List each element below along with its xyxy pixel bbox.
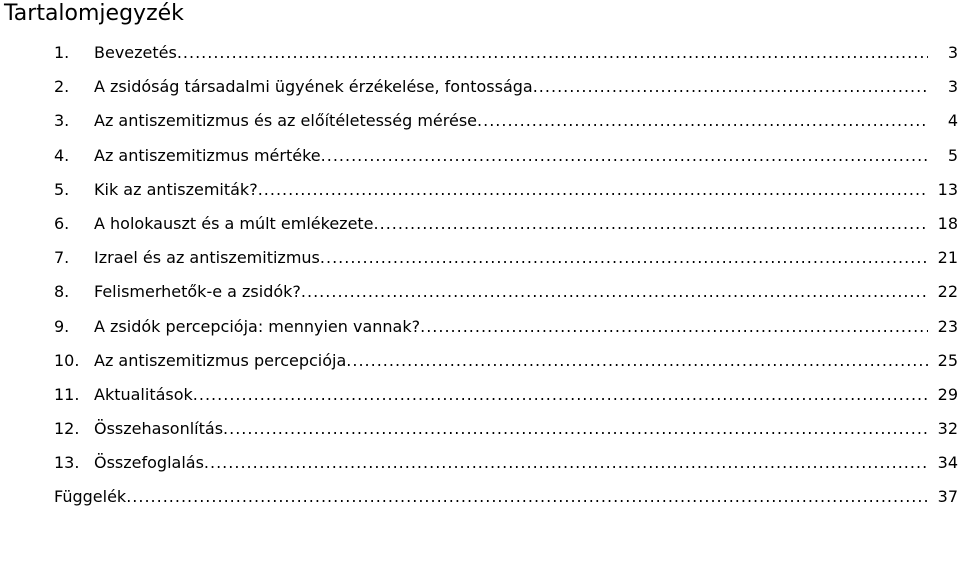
toc-entry-page: 3 (947, 77, 958, 97)
toc-entry-number: 2. (54, 77, 70, 97)
toc-entry-page: 4 (947, 111, 958, 131)
toc-entry-page: 22 (937, 282, 958, 302)
toc-entry-number: 10. (54, 350, 80, 370)
dot-leader (301, 275, 928, 309)
toc-entry-label: Bevezetés (94, 43, 177, 62)
toc-entry-label: Az antiszemitizmus és az előítéletesség mérése (94, 111, 478, 131)
toc-entry-label: Az antiszemitizmus mértéke (94, 145, 321, 165)
toc-entry-page: 21 (937, 248, 958, 268)
toc-entry-fuggelek[interactable] (0, 480, 960, 514)
toc-entry-number: 12. (54, 419, 80, 439)
toc-entry-label: Aktualitások (94, 384, 193, 404)
toc-entry-label: A zsidók percepciója: mennyien vannak? (94, 316, 421, 336)
toc-entry-number: 5. (54, 179, 70, 199)
dot-leader (258, 173, 928, 207)
toc-entry-label: Függelék (54, 487, 127, 507)
toc-entry-number: 1. (54, 43, 70, 62)
toc-entry-meres[interactable] (0, 104, 960, 138)
toc-entry-number: 11. (54, 384, 80, 404)
toc-entry-number: 13. (54, 453, 80, 473)
toc-entry-mertek[interactable] (0, 139, 960, 173)
toc-entry-label: Az antiszemitizmus percepciója (94, 350, 347, 370)
toc-entry-page: 34 (937, 453, 958, 473)
dot-leader (321, 139, 928, 173)
toc-entry-label: Összehasonlítás (94, 419, 224, 439)
toc-entry-page: 29 (937, 384, 958, 404)
toc-entry-number: 9. (54, 316, 70, 336)
toc-entry-label: A zsidóság társadalmi ügyének érzékelése, fontossága (94, 77, 533, 97)
toc-entry-zsidosag-ugye[interactable] (0, 70, 960, 104)
toc-entry-osszefoglalas[interactable] (0, 446, 960, 480)
toc-list (0, 36, 960, 515)
toc-entry-percepcio-mennyien[interactable] (0, 310, 960, 344)
toc-entry-number: 3. (54, 111, 70, 131)
toc-entry-kik-antiszemitak[interactable] (0, 173, 960, 207)
dot-leader (477, 104, 928, 138)
dot-leader (374, 207, 928, 241)
toc-entry-page: 5 (947, 145, 958, 165)
toc-entry-label: Izrael és az antiszemitizmus (94, 248, 320, 268)
dot-leader (320, 241, 928, 275)
toc-entry-label: Kik az antiszemiták? (94, 179, 258, 199)
toc-entry-number: 7. (54, 248, 70, 268)
dot-leader (346, 344, 928, 378)
toc-entry-page: 3 (947, 43, 958, 62)
toc-entry-label: A holokauszt és a múlt emlékezete (94, 213, 374, 233)
toc-entry-page: 32 (937, 419, 958, 439)
toc-entry-bevezetes[interactable] (0, 36, 960, 70)
dot-leader (126, 480, 928, 514)
toc-entry-page: 13 (937, 179, 958, 199)
toc-entry-page: 23 (937, 316, 958, 336)
toc-entry-number: 4. (54, 145, 70, 165)
dot-leader (193, 378, 928, 412)
dot-leader (533, 70, 928, 104)
toc-entry-antiszemitizmus-percepcio[interactable] (0, 344, 960, 378)
toc-entry-felismerhetok[interactable] (0, 275, 960, 309)
toc-entry-osszehasonlitas[interactable] (0, 412, 960, 446)
toc-entry-page: 18 (937, 213, 958, 233)
dot-leader (204, 446, 928, 480)
toc-entry-page: 37 (937, 487, 958, 507)
dot-leader (177, 36, 928, 70)
toc-entry-label: Felismerhetők-e a zsidók? (94, 282, 301, 302)
dot-leader (420, 310, 928, 344)
toc-title: Tartalomjegyzék (4, 1, 184, 26)
toc-entry-aktualitasok[interactable] (0, 378, 960, 412)
toc-entry-label: Összefoglalás (94, 453, 204, 473)
toc-entry-izrael[interactable] (0, 241, 960, 275)
toc-entry-page: 25 (937, 350, 958, 370)
toc-entry-number: 6. (54, 213, 70, 233)
toc-entry-holokauszt[interactable] (0, 207, 960, 241)
toc-entry-number: 8. (54, 282, 70, 302)
dot-leader (223, 412, 928, 446)
